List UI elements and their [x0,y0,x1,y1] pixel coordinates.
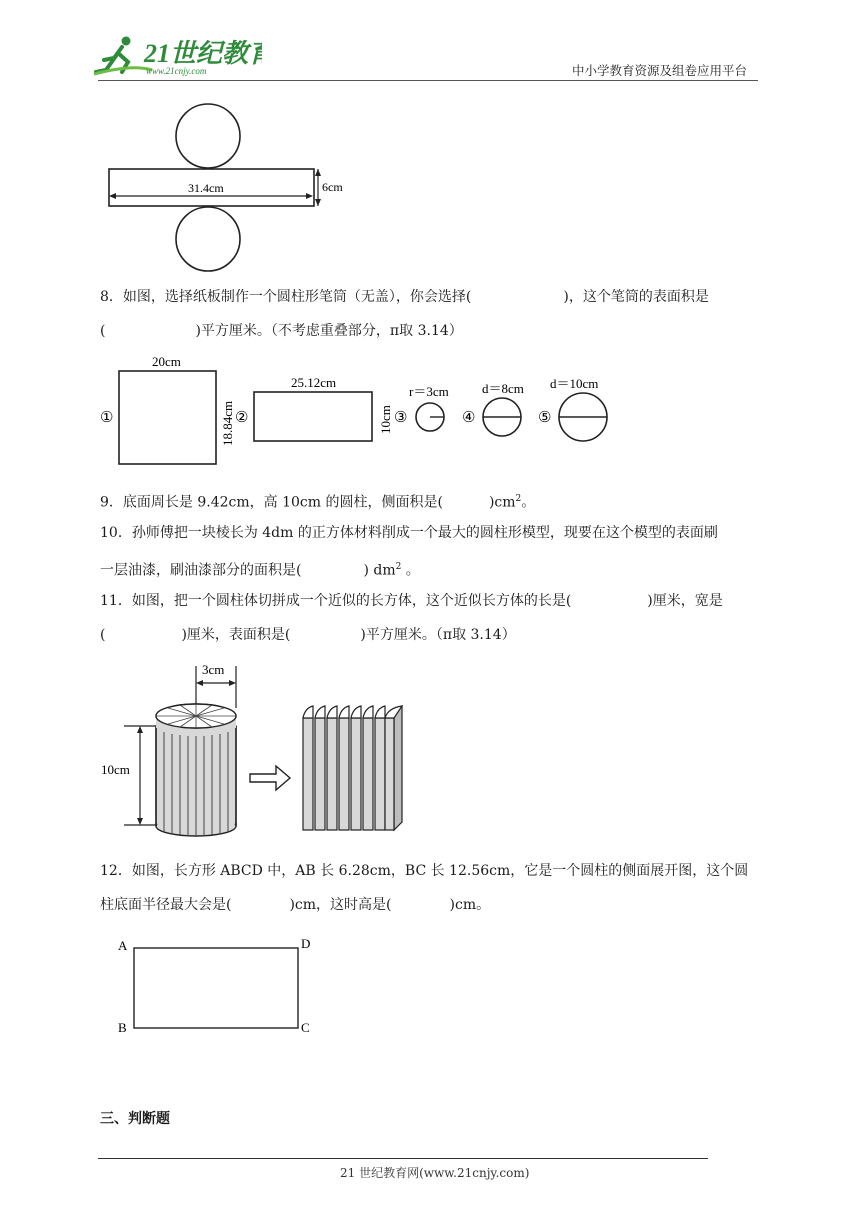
rectangle-piece [254,392,372,441]
question-12-line-1: 12．如图，长方形 ABCD 中，AB 长 6.28cm，BC 长 12.56cm，它是一个圆柱的侧面展开图，这个圆 [100,863,749,879]
cuboid-shape [303,706,402,830]
q10-superscript: 2 [395,562,402,572]
square-top-label: 20cm [152,354,181,369]
question-11-line-2 [100,625,516,645]
q9-text-a: 9．底面周长是 9.42cm，高 10cm 的圆柱，侧面积是( [100,494,443,511]
question-9 [100,489,535,513]
q10-text-b: ) dm [363,562,396,579]
logo-url: www.21cnjy.com [146,66,207,76]
question-10-line-2 [100,557,420,581]
question-10-line-1: 10．孙师傅把一块棱长为 4dm 的正方体材料削成一个最大的圆柱形模型，现要在这个模型的表面刷 [100,525,718,541]
square-piece [119,371,216,464]
q11-text-a: 11．如图，把一个圆柱体切拼成一个近似的长方体，这个近似长方体的长是( [100,593,572,609]
radius-label: 3cm [202,662,225,677]
q11-text-c: ( [100,627,106,643]
circle-5-label: d＝10cm [550,376,599,391]
q8-text-c: ( [100,323,106,339]
runner-logo-icon [92,34,262,80]
rectangle-abcd [134,948,298,1028]
cylinder-to-cuboid-figure [98,658,418,840]
cylinder-height-label: 10cm [101,762,130,777]
footer-site: 21 世纪教育网(www.21cnjy.com) [340,1166,530,1180]
cylinder-net-figure [100,98,360,274]
vertex-b-label: B [118,1020,127,1035]
transform-arrow-icon [250,766,290,790]
piece-2-number: ② [235,410,249,426]
square-side-label: 18.84cm [220,400,235,446]
piece-1-number: ① [100,410,114,426]
q11-text-b: )厘米，宽是 [647,593,723,609]
q12-text-c: )cm。 [449,897,491,913]
net-length-label: 31.4cm [188,181,224,195]
footer-divider [98,1158,708,1159]
net-height-label: 6cm [322,180,343,194]
paper-pieces-figure [98,350,628,468]
piece-5-number: ⑤ [538,410,552,426]
piece-3-number: ③ [394,410,408,426]
circle-3-label: r＝3cm [409,384,449,399]
vertex-d-label: D [301,936,311,951]
header-divider [98,80,758,81]
section-3-heading: 三、判断题 [100,1111,170,1127]
q9-text-c: 。 [521,494,536,511]
circle-4-label: d＝8cm [482,381,524,396]
q8-text-a: 8．如图，选择纸板制作一个圆柱形笔筒（无盖），你会选择( [100,289,472,305]
q12-text-b: )cm，这时高是( [289,897,392,913]
q10-text-a: 一层油漆，刷油漆部分的面积是( [100,562,302,579]
q11-text-e: )平方厘米。（π取 3.14） [360,627,516,643]
q9-text-b: )cm [488,494,516,511]
vertex-a-label: A [118,938,128,953]
q12-text-a: 柱底面半径最大会是( [100,897,232,913]
rect-side-label: 10cm [378,405,393,434]
question-8-line-2 [100,321,463,341]
question-11-line-1 [100,591,723,611]
piece-4-number: ④ [462,410,476,426]
rect-top-label: 25.12cm [291,375,337,390]
q10-text-c: 。 [401,562,420,579]
q11-text-d: )厘米，表面积是( [181,627,291,643]
site-logo [92,34,262,80]
q8-text-d: )平方厘米。（不考虑重叠部分，π取 3.14） [195,323,463,339]
logo-title: 21世纪教育 [144,39,262,68]
q9-superscript: 2 [515,494,522,504]
question-8-line-1 [100,287,709,307]
rectangle-abcd-figure [112,934,322,1040]
vertex-c-label: C [301,1020,310,1035]
q8-text-b: )，这个笔筒的表面积是 [563,289,709,305]
platform-name: 中小学教育资源及组卷应用平台 [572,63,748,78]
question-12-line-2 [100,895,490,915]
